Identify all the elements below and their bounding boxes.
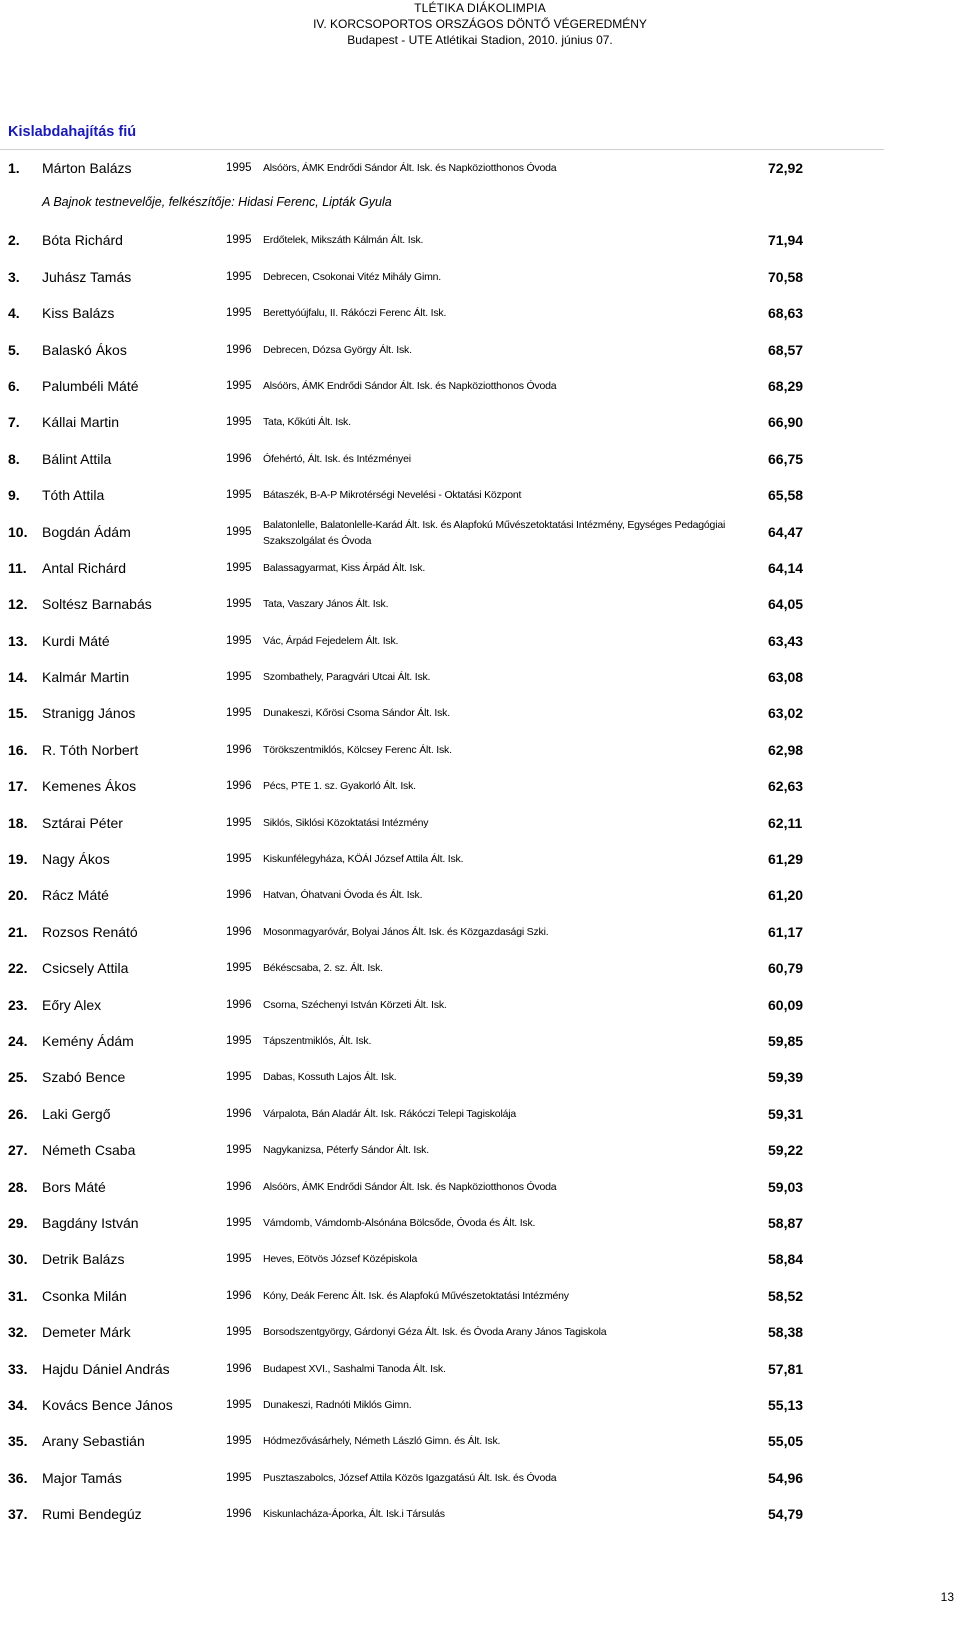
rank-cell: 17. xyxy=(8,778,28,795)
result-value: 63,08 xyxy=(768,669,804,686)
birth-year: 1995 xyxy=(226,1071,252,1084)
rank-cell: 31. xyxy=(8,1287,28,1304)
rank-cell: 24. xyxy=(8,1032,28,1049)
school-name: Balatonlelle, Balatonlelle-Karád Ált. Isk. és Alapfokú Művészetoktatási Intézmény, Egységes Pedagógiai Szakszolgálat és Óvoda xyxy=(263,518,726,547)
rank-cell: 12. xyxy=(8,596,28,613)
school-name: Kiskunlacháza-Áporka, Ált. Isk.i Társulás xyxy=(263,1508,445,1521)
school-name: Borsodszentgyörgy, Gárdonyi Géza Ált. Isk. és Óvoda Arany János Tagiskola xyxy=(263,1326,607,1339)
athlete-name: Bálint Attila xyxy=(42,450,112,467)
school-name: Csorna, Széchenyi István Körzeti Ált. Isk. xyxy=(263,998,447,1011)
athlete-name: Laki Gergő xyxy=(42,1105,111,1122)
rank-cell: 33. xyxy=(8,1360,28,1377)
result-value: 58,87 xyxy=(768,1214,804,1231)
result-row xyxy=(0,1205,884,1241)
school-name: Ófehértó, Ált. Isk. és Intézményei xyxy=(263,452,411,465)
result-value: 55,05 xyxy=(768,1433,804,1450)
result-row xyxy=(0,1387,884,1423)
athlete-name: Nagy Ákos xyxy=(42,851,110,868)
result-row xyxy=(0,514,884,550)
result-value: 60,79 xyxy=(768,960,804,977)
result-row xyxy=(0,259,884,295)
athlete-name: Arany Sebastián xyxy=(42,1433,145,1450)
school-name: Pusztaszabolcs, József Attila Közös Igazgatású Ált. Isk. és Óvoda xyxy=(263,1471,557,1484)
result-value: 61,29 xyxy=(768,851,804,868)
birth-year: 1995 xyxy=(226,1471,252,1484)
birth-year: 1996 xyxy=(226,889,252,902)
athlete-name: Márton Balázs xyxy=(42,160,132,176)
birth-year: 1995 xyxy=(226,671,252,684)
result-row xyxy=(0,332,884,368)
result-value: 70,58 xyxy=(768,268,804,285)
birth-year: 1995 xyxy=(226,1144,252,1157)
header-line-2: IV. KORCSOPORTOS ORSZÁGOS DÖNTŐ VÉGEREDMÉNY xyxy=(313,17,647,31)
result-row xyxy=(0,1096,884,1132)
result-value: 63,43 xyxy=(768,632,804,649)
athlete-name: Rumi Bendegúz xyxy=(42,1506,142,1523)
athlete-name: Major Tamás xyxy=(42,1469,122,1486)
event-title: Kislabdahajítás fiú xyxy=(8,124,137,140)
rank-cell: 6. xyxy=(8,377,20,394)
athlete-name: Rácz Máté xyxy=(42,887,109,904)
birth-year: 1996 xyxy=(226,1362,252,1375)
birth-year: 1996 xyxy=(226,780,252,793)
athlete-name: Csonka Milán xyxy=(42,1287,127,1304)
school-name: Békéscsaba, 2. sz. Ált. Isk. xyxy=(263,962,383,975)
birth-year: 1995 xyxy=(226,234,252,247)
result-value: 57,81 xyxy=(768,1360,804,1377)
result-value: 63,02 xyxy=(768,705,804,722)
school-name: Mosonmagyaróvár, Bolyai János Ált. Isk. és Közgazdasági Szki. xyxy=(263,925,549,938)
result-row xyxy=(0,586,884,622)
school-name: Törökszentmiklós, Kölcsey Ferenc Ált. Isk. xyxy=(263,743,452,756)
athlete-name: Kállai Martin xyxy=(42,414,120,431)
rank-cell: 11. xyxy=(8,559,27,576)
birth-year: 1995 xyxy=(226,634,252,647)
rank-cell: 23. xyxy=(8,996,28,1013)
athlete-name: Kovács Bence János xyxy=(42,1396,173,1413)
result-row xyxy=(0,1169,884,1205)
result-value: 59,03 xyxy=(768,1178,804,1195)
athlete-name: Eőry Alex xyxy=(42,996,102,1013)
result-value: 66,90 xyxy=(768,414,804,431)
school-name: Szombathely, Paragvári Utcai Ált. Isk. xyxy=(263,671,431,684)
athlete-name: Tóth Attila xyxy=(42,487,105,504)
result-row xyxy=(0,404,884,440)
birth-year: 1995 xyxy=(226,416,252,429)
athlete-name: Bors Máté xyxy=(42,1178,106,1195)
result-value: 68,57 xyxy=(768,341,804,358)
rank-cell: 34. xyxy=(8,1396,28,1413)
athlete-name: Palumbéli Máté xyxy=(42,377,139,394)
result-row xyxy=(0,295,884,331)
athlete-name: Detrik Balázs xyxy=(42,1251,125,1268)
page-number: 13 xyxy=(940,1590,954,1604)
rank-cell: 5. xyxy=(8,341,20,358)
rank-cell: 4. xyxy=(8,305,20,322)
school-name: Kiskunfélegyháza, KÖÁI József Attila Ált. Isk. xyxy=(263,853,464,866)
athlete-name: Kemenes Ákos xyxy=(42,778,137,795)
rank-cell: 30. xyxy=(8,1251,28,1268)
result-row xyxy=(0,914,884,950)
school-name: Tata, Vaszary János Ált. Isk. xyxy=(263,598,389,611)
school-name: Pécs, PTE 1. sz. Gyakorló Ált. Isk. xyxy=(263,780,416,793)
athlete-name: Kalmár Martin xyxy=(42,669,130,686)
result-value: 54,79 xyxy=(768,1506,804,1523)
result-value: 64,47 xyxy=(768,523,804,540)
school-name: Bátaszék, B-A-P Mikrotérségi Nevelési - Oktatási Központ xyxy=(263,489,522,502)
result-row xyxy=(0,659,884,695)
athlete-name: Bogdán Ádám xyxy=(42,523,131,540)
result-row xyxy=(0,841,884,877)
header-line-3: Budapest - UTE Atlétikai Stadion, 2010. június 07. xyxy=(347,33,613,47)
rank-cell: 14. xyxy=(8,669,28,686)
school-name: Budapest XVI., Sashalmi Tanoda Ált. Isk. xyxy=(263,1362,446,1375)
athlete-name: R. Tóth Norbert xyxy=(42,741,139,758)
birth-year: 1995 xyxy=(226,307,252,320)
result-row xyxy=(0,1351,884,1387)
result-row xyxy=(0,623,884,659)
school-name: Alsóörs, ÁMK Endrődi Sándor Ált. Isk. és Napköziotthonos Óvoda xyxy=(263,1180,557,1193)
school-name: Berettyóújfalu, II. Rákóczi Ferenc Ált. Isk. xyxy=(263,307,447,320)
result-value: 59,22 xyxy=(768,1142,804,1159)
rank-cell: 37. xyxy=(8,1506,28,1523)
birth-year: 1995 xyxy=(226,962,252,975)
result-row xyxy=(0,1023,884,1059)
school-name: Vác, Árpád Fejedelem Ált. Isk. xyxy=(263,634,399,647)
result-row xyxy=(0,695,884,731)
result-value: 68,29 xyxy=(768,377,804,394)
header-line-1: TLÉTIKA DIÁKOLIMPIA xyxy=(414,1,546,15)
result-row xyxy=(0,877,884,913)
result-row xyxy=(0,1059,884,1095)
birth-year: 1995 xyxy=(226,525,252,538)
result-row xyxy=(0,1423,884,1459)
rank-cell: 26. xyxy=(8,1105,28,1122)
school-name: Dunakeszi, Kőrösi Csoma Sándor Ált. Isk. xyxy=(263,707,450,720)
birth-year: 1995 xyxy=(226,1034,252,1047)
birth-year: 1995 xyxy=(226,162,252,174)
athlete-name: Kiss Balázs xyxy=(42,305,115,322)
school-name: Dabas, Kossuth Lajos Ált. Isk. xyxy=(263,1071,397,1084)
birth-year: 1996 xyxy=(226,1508,252,1521)
athlete-name: Demeter Márk xyxy=(42,1324,131,1341)
rank-cell: 27. xyxy=(8,1142,28,1159)
birth-year: 1996 xyxy=(226,1289,252,1302)
athlete-name: Kurdi Máté xyxy=(42,632,110,649)
birth-year: 1995 xyxy=(226,853,252,866)
school-name: Heves, Eötvös József Középiskola xyxy=(263,1253,418,1266)
result-value: 64,14 xyxy=(768,559,804,576)
birth-year: 1996 xyxy=(226,998,252,1011)
document-header xyxy=(0,0,960,48)
school-name: Tata, Kőkúti Ált. Isk. xyxy=(263,416,351,429)
athlete-name: Bóta Richárd xyxy=(42,232,123,249)
result-value: 55,13 xyxy=(768,1396,804,1413)
birth-year: 1995 xyxy=(226,561,252,574)
birth-year: 1996 xyxy=(226,452,252,465)
athlete-name: Bagdány István xyxy=(42,1214,139,1231)
result-value: 65,58 xyxy=(768,487,804,504)
school-name: Debrecen, Dózsa György Ált. Isk. xyxy=(263,343,412,356)
rank-cell: 13. xyxy=(8,632,28,649)
birth-year: 1996 xyxy=(226,343,252,356)
birth-year: 1995 xyxy=(226,1326,252,1339)
school-name: Hatvan, Óhatvani Óvoda és Ált. Isk. xyxy=(263,889,423,902)
school-name: Várpalota, Bán Aladár Ált. Isk. Rákóczi Telepi Tagiskolája xyxy=(263,1107,516,1120)
result-row xyxy=(0,987,884,1023)
rank-cell: 22. xyxy=(8,960,28,977)
champion-note: A Bajnok testnevelője, felkészítője: Hidasi Ferenc, Lipták Gyula xyxy=(42,195,392,210)
school-name: Alsóörs, ÁMK Endrődi Sándor Ált. Isk. és Napköziotthonos Óvoda xyxy=(263,379,557,392)
rank-cell: 29. xyxy=(8,1214,28,1231)
rank-cell: 16. xyxy=(8,741,28,758)
result-row xyxy=(0,368,884,404)
rank-cell: 21. xyxy=(8,923,28,940)
rank-cell: 18. xyxy=(8,814,28,831)
birth-year: 1995 xyxy=(226,379,252,392)
result-value: 66,75 xyxy=(768,450,804,467)
result-value: 54,96 xyxy=(768,1469,804,1486)
result-value: 62,11 xyxy=(768,814,803,831)
athlete-name: Kemény Ádám xyxy=(42,1032,134,1049)
result-value: 61,20 xyxy=(768,887,804,904)
school-name: Balassagyarmat, Kiss Árpád Ált. Isk. xyxy=(263,561,426,574)
rank-cell: 3. xyxy=(8,268,20,285)
athlete-name: Stranigg János xyxy=(42,705,136,722)
rank-cell: 36. xyxy=(8,1469,28,1486)
birth-year: 1995 xyxy=(226,707,252,720)
result-value: 58,38 xyxy=(768,1324,804,1341)
athlete-name: Sztárai Péter xyxy=(42,814,123,831)
result-value: 59,39 xyxy=(768,1069,804,1086)
athlete-name: Rozsos Renátó xyxy=(42,923,138,940)
birth-year: 1995 xyxy=(226,270,252,283)
result-value: 59,31 xyxy=(768,1105,804,1122)
rank-cell: 9. xyxy=(8,487,20,504)
rank-cell: 10. xyxy=(8,523,28,540)
result-value: 58,52 xyxy=(768,1287,804,1304)
rank-cell: 19. xyxy=(8,851,28,868)
result-row xyxy=(0,805,884,841)
result-value: 60,09 xyxy=(768,996,804,1013)
athlete-name: Soltész Barnabás xyxy=(42,596,152,613)
result-value: 68,63 xyxy=(768,305,804,322)
birth-year: 1995 xyxy=(226,598,252,611)
rank-cell: 20. xyxy=(8,887,28,904)
result-row xyxy=(0,441,884,477)
result-value: 62,98 xyxy=(768,741,804,758)
athlete-name: Hajdu Dániel András xyxy=(42,1360,170,1377)
result-value: 72,92 xyxy=(768,160,804,176)
result-value: 59,85 xyxy=(768,1032,804,1049)
champion-note-row xyxy=(0,186,884,222)
result-row xyxy=(0,950,884,986)
birth-year: 1995 xyxy=(226,1253,252,1266)
birth-year: 1996 xyxy=(226,1107,252,1120)
result-row xyxy=(0,732,884,768)
result-row xyxy=(0,1496,884,1532)
athlete-name: Csicsely Attila xyxy=(42,960,129,977)
birth-year: 1995 xyxy=(226,1435,252,1448)
school-name: Nagykanizsa, Péterfy Sándor Ált. Isk. xyxy=(263,1144,429,1157)
school-name: Hódmezővásárhely, Németh László Gimn. és Ált. Isk. xyxy=(263,1435,501,1448)
result-value: 62,63 xyxy=(768,778,804,795)
result-row xyxy=(0,768,884,804)
result-row xyxy=(0,150,884,186)
result-value: 61,17 xyxy=(768,923,804,940)
result-row xyxy=(0,1241,884,1277)
result-row xyxy=(0,550,884,586)
rank-cell: 28. xyxy=(8,1178,28,1195)
birth-year: 1996 xyxy=(226,925,252,938)
athlete-name: Antal Richárd xyxy=(42,559,127,576)
rank-cell: 7. xyxy=(8,414,20,431)
birth-year: 1996 xyxy=(226,743,252,756)
result-row xyxy=(0,477,884,513)
result-row xyxy=(0,1132,884,1168)
school-name: Erdőtelek, Mikszáth Kálmán Ált. Isk. xyxy=(263,234,424,247)
school-name: Alsóörs, ÁMK Endrődi Sándor Ált. Isk. és Napköziotthonos Óvoda xyxy=(263,162,557,174)
result-row xyxy=(0,1314,884,1350)
school-name: Tápszentmiklós, Ált. Isk. xyxy=(263,1034,372,1047)
school-name: Dunakeszi, Radnóti Miklós Gimn. xyxy=(263,1398,412,1411)
result-value: 64,05 xyxy=(768,596,804,613)
birth-year: 1996 xyxy=(226,1180,252,1193)
result-row xyxy=(0,222,884,258)
results-list xyxy=(0,150,884,1532)
athlete-name: Balaskó Ákos xyxy=(42,341,127,358)
school-name: Vámdomb, Vámdomb-Alsónána Bölcsőde, Óvoda és Ált. Isk. xyxy=(263,1216,536,1229)
rank-cell: 32. xyxy=(8,1324,28,1341)
rank-cell: 15. xyxy=(8,705,28,722)
birth-year: 1995 xyxy=(226,1216,252,1229)
result-value: 71,94 xyxy=(768,232,804,249)
school-name: Siklós, Siklósi Közoktatási Intézmény xyxy=(263,816,429,829)
rank-cell: 35. xyxy=(8,1433,28,1450)
result-row xyxy=(0,1460,884,1496)
birth-year: 1995 xyxy=(226,1398,252,1411)
birth-year: 1995 xyxy=(226,816,252,829)
rank-cell: 8. xyxy=(8,450,20,467)
school-name: Kóny, Deák Ferenc Ált. Isk. és Alapfokú Művészetoktatási Intézmény xyxy=(263,1289,569,1302)
rank-cell: 1. xyxy=(8,160,20,176)
athlete-name: Németh Csaba xyxy=(42,1142,136,1159)
birth-year: 1995 xyxy=(226,489,252,502)
athlete-name: Szabó Bence xyxy=(42,1069,126,1086)
school-name: Debrecen, Csokonai Vitéz Mihály Gimn. xyxy=(263,270,441,283)
rank-cell: 25. xyxy=(8,1069,28,1086)
athlete-name: Juhász Tamás xyxy=(42,268,132,285)
rank-cell: 2. xyxy=(8,232,20,249)
result-value: 58,84 xyxy=(768,1251,804,1268)
result-row xyxy=(0,1278,884,1314)
